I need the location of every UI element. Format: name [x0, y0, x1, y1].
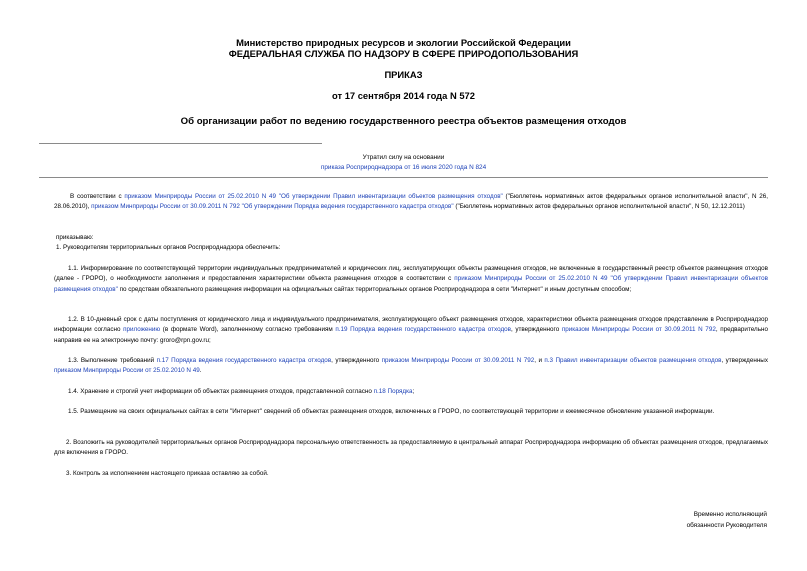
- document-title: Об организации работ по ведению государственного реестра объектов размещения отходов: [180, 116, 627, 127]
- item-1-4: 1.4. Хранение и строгий учет информации об объектах размещения отходов, представленной согласно п.18 Порядка;: [68, 388, 415, 395]
- preamble-paragraph: В соответствии с приказом Минприроды России от 25.02.2010 N 49 "Об утверждении Правил инвентаризации объектов размещения отходов" ("Бюллетень нормативных актов федеральных органов исполнительной власти", N 26, 28.06.2010), приказом Минприроды России от 30.09.2011 N 792 "Об утверждении Порядка ведения государственного кадастра отходов" ("Бюллетень нормативных актов федеральных органов исполнительной власти", N 50, 12.12.2011): [54, 193, 768, 211]
- ministry-heading: Министерство природных ресурсов и экологии Российской Федерации: [236, 37, 571, 48]
- item-2: 2. Возложить на руководителей территориальных органов Росприроднадзора персональную ответственность за предоставляемую в центральный аппарат Росприроднадзора информацию об объектах размещения отходов, предлагаемых для включения в ГРОРО.: [54, 439, 768, 457]
- top-divider: [39, 143, 322, 144]
- order-word: приказываю:: [56, 234, 94, 241]
- item-1-3-p3-link[interactable]: п.3 Правил инвентаризации объектов размещения отходов: [544, 357, 722, 364]
- item-1-2-p19-link[interactable]: п.19 Порядка ведения государственного кадастра отходов: [335, 326, 511, 334]
- service-heading: ФЕДЕРАЛЬНАЯ СЛУЖБА ПО НАДЗОРУ В СФЕРЕ ПРИРОДОПОЛЬЗОВАНИЯ: [228, 48, 579, 59]
- status-note-text: Утратил силу на основании: [362, 154, 445, 161]
- repeal-order-link[interactable]: приказа Росприроднадзора от 16 июля 2020 года N 824: [320, 164, 487, 171]
- appendix-link[interactable]: приложению: [123, 326, 161, 334]
- doc-type-heading: ПРИКАЗ: [384, 69, 423, 80]
- item-1-4-p18-link[interactable]: п.18 Порядка: [373, 388, 413, 395]
- note-divider: [39, 177, 768, 178]
- item-1-1-order-49-link[interactable]: приказом Минприроды России от 25.02.2010 N 49 "Об утверждении Правил инвентаризации объектов размещения отходов": [54, 275, 768, 293]
- item-1-5: 1.5. Размещение на своих официальных сайтах в сети "Интернет" сведений об объектах размещения отходов, включенных в ГРОРО, по соответствующей территории и ежемесячное обновление указанной информации.: [68, 408, 715, 415]
- order-792-link[interactable]: приказом Минприроды России от 30.09.2011 N 792 "Об утверждении Порядка ведения государственного кадастра отходов": [91, 203, 454, 211]
- item-1-2-order-792-link[interactable]: приказом Минприроды России от 30.09.2011 N 792: [561, 326, 716, 334]
- signature-line-1: Временно исполняющий: [693, 511, 767, 518]
- signature-line-2: обязанности Руководителя: [686, 522, 767, 529]
- item-1-2: 1.2. В 10-дневный срок с даты поступления от юридического лица и индивидуального предпринимателя, эксплуатирующего объект размещения отходов, характеристики объекта размещения отходов представление в Росприроднадзор информации согласно приложению (в формате Word), заполненному согласно требованиям п.19 Порядка ведения государственного кадастра отходов, утвержденного приказом Минприроды России от 30.09.2011 N 792, предварительно направив ее на электронную почту: groro@rpn.gov.ru;: [54, 316, 768, 344]
- item-1-1: 1.1. Информирование по соответствующей территории индивидуальных предпринимателей и юридических лиц, эксплуатирующих объекты размещения отходов, не включенные в государственный реестр объектов размещения отходов (далее - ГРОРО), о необходимости заполнения и предоставления характеристики объекта размещения отходов в соответствии с приказом Минприроды России от 25.02.2010 N 49 "Об утверждении Правил инвентаризации объектов размещения отходов" по средствам обязательного размещения информации на официальных сайтах территориальных органов Росприроднадзора в сети "Интернет" и иным доступным способом;: [54, 265, 768, 293]
- item-1: 1. Руководителям территориальных органов Росприроднадзора обеспечить:: [56, 244, 281, 251]
- item-1-3-order-49-link[interactable]: приказом Минприроды России от 25.02.2010 N 49: [54, 367, 200, 375]
- item-1-3: 1.3. Выполнение требований п.17 Порядка ведения государственного кадастра отходов, утвержденного приказом Минприроды России от 30.09.2011 N 792, и п.3 Правил инвентаризации объектов размещения отходов, утвержденных приказом Минприроды России от 25.02.2010 N 49.: [54, 357, 768, 375]
- doc-date-heading: от 17 сентября 2014 года N 572: [332, 90, 475, 101]
- status-note-link-line: [0, 163, 807, 173]
- item-1-3-order-792-link[interactable]: приказом Минприроды России от 30.09.2011 N 792: [381, 357, 535, 364]
- item-1-3-p17-link[interactable]: п.17 Порядка ведения государственного кадастра отходов: [156, 357, 332, 364]
- item-3: 3. Контроль за исполнением настоящего приказа оставляю за собой.: [66, 470, 269, 477]
- order-49-link[interactable]: приказом Минприроды России от 25.02.2010 N 49 "Об утверждении Правил инвентаризации объектов размещения отходов": [124, 193, 503, 200]
